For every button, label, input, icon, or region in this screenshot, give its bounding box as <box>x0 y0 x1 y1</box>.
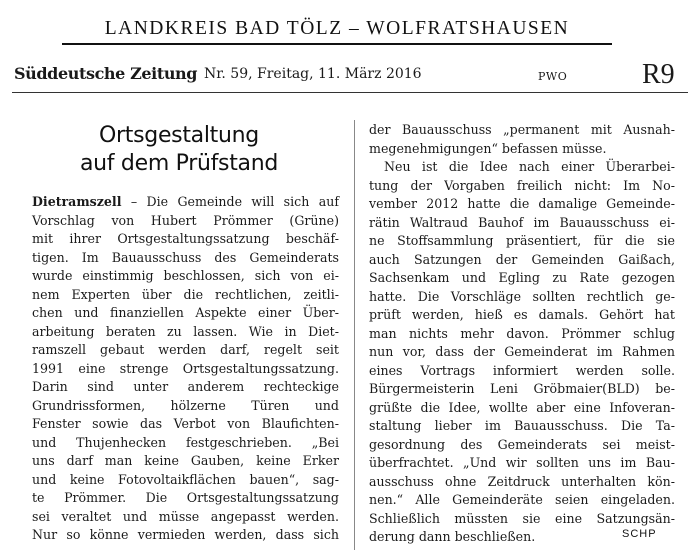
text-line: sei veraltet und müsse angepasst werden. <box>32 508 339 524</box>
text-line: auch Satzungen der Gemeinden Gaißach, <box>369 251 675 267</box>
text-line-content: – Die Gemeinde will sich auf <box>121 194 339 209</box>
text-line: hatte. Die Vorschläge sollten rechtlich ge- <box>369 288 675 304</box>
header-rule <box>62 43 612 45</box>
text-line: Fenster sowie das Verbot von Blaufichten- <box>32 416 339 431</box>
text-line: wurde einstimmig beschlossen, sich von ei- <box>32 268 339 283</box>
text-line: prüft werden, hieß es damals. Gehört hat <box>369 307 675 322</box>
text-line: man nichts mehr davon. Prömmer schlug <box>369 325 675 341</box>
text-line: te Prömmer. Die Ortsgestaltungssatzung <box>32 490 339 505</box>
text-line: nem Experten über die rechtlichen, zeitli- <box>32 286 339 302</box>
issue-info: Nr. 59, Freitag, 11. März 2016 <box>204 66 422 82</box>
text-line: Vorschlag von Hubert Prömmer (Grüne) <box>32 212 339 228</box>
text-line: arbeitung beraten zu lassen. Wie in Diet- <box>32 323 339 339</box>
text-line: derung dann beschließen. <box>369 529 536 544</box>
article-headline <box>14 122 344 178</box>
text-line <box>32 193 339 212</box>
text-line: überfrachtet. „Und wir sollten uns im Bau- <box>369 455 675 470</box>
page-number: R9 <box>642 59 675 90</box>
text-line: grüßte die Idee, wollte aber eine Infoveran- <box>369 399 675 415</box>
text-line: ne Stoffsammlung präsentiert, für die sie <box>369 233 675 248</box>
text-line: 1991 eine strenge Ortsgestaltungssatzung. <box>32 360 339 376</box>
text-line: nun vor, dass der Gemeinderat im Rahmen <box>369 344 675 359</box>
headline-line-2: auf dem Prüfstand <box>79 151 279 176</box>
text-line: ramszell gebaut werden darf, regelt seit <box>32 342 339 357</box>
dateline: Dietramszell <box>32 194 122 209</box>
text-line: uns darf man keine Gauben, keine Erker <box>32 453 339 468</box>
text-line: megenehmigungen“ befassen müsse. <box>369 140 607 156</box>
text-line: mit ihrer Ortsgestaltungssatzung beschäf- <box>32 231 339 246</box>
text-line: der Bauausschuss „permanent mit Ausnah- <box>369 122 675 137</box>
masthead <box>12 58 688 88</box>
text-line: Bürgermeisterin Leni Gröbmaier(BLD) be- <box>369 381 675 396</box>
author-initials: SCHP <box>622 528 657 540</box>
newspaper-logo: Süddeutsche Zeitung <box>14 64 198 83</box>
edition-code: PWO <box>538 70 568 83</box>
text-line: eines Vortrags informiert werden solle. <box>369 362 675 378</box>
text-line: Neu ist die Idee nach einer Überarbei- <box>384 159 675 174</box>
text-line: und Thujenhecken festgeschrieben. „Bei <box>32 434 339 450</box>
text-line: Schließlich müssten sie eine Satzungsän- <box>369 510 675 526</box>
text-line: rätin Waltraud Bauhof im Bauausschuss ei- <box>369 214 675 230</box>
text-line: Sachsenkam und Egling zu Rate gezogen <box>369 270 675 285</box>
text-line: staltung lieber im Bauausschuss. Die Ta- <box>369 418 675 433</box>
text-line: vember 2012 hatte die damalige Gemeinde- <box>369 196 675 211</box>
text-line: ausschuss ohne Zeitdruck unterhalten kön- <box>369 473 675 489</box>
text-line: tigen. Im Bauausschuss des Gemeinderats <box>32 249 339 265</box>
text-line: gesordnung des Gemeinderats sei meist- <box>369 436 675 452</box>
text-line: und keine Fotovoltaikflächen bauen“, sag- <box>32 471 339 487</box>
text-line: tung der Vorgaben freilich nicht: Im No- <box>369 177 675 193</box>
column-divider <box>354 120 355 550</box>
text-line: Grundrissformen, hölzerne Türen und <box>32 397 339 413</box>
section-region-title: LANDKREIS BAD TÖLZ – WOLFRATSHAUSEN <box>104 18 570 39</box>
article-column-2 <box>369 121 675 547</box>
text-line: Nur so könne vermieden werden, dass sich <box>32 527 339 542</box>
text-line: nen.“ Alle Gemeinderäte seien eingeladen. <box>369 492 675 507</box>
text-line: Darin sind unter anderem rechteckige <box>32 379 339 394</box>
masthead-rule <box>12 92 688 93</box>
article-column-1 <box>32 193 339 545</box>
text-line: chen und finanziellen Aspekte einer Über- <box>32 305 339 320</box>
headline-line-1: Ortsgestaltung <box>99 123 259 148</box>
